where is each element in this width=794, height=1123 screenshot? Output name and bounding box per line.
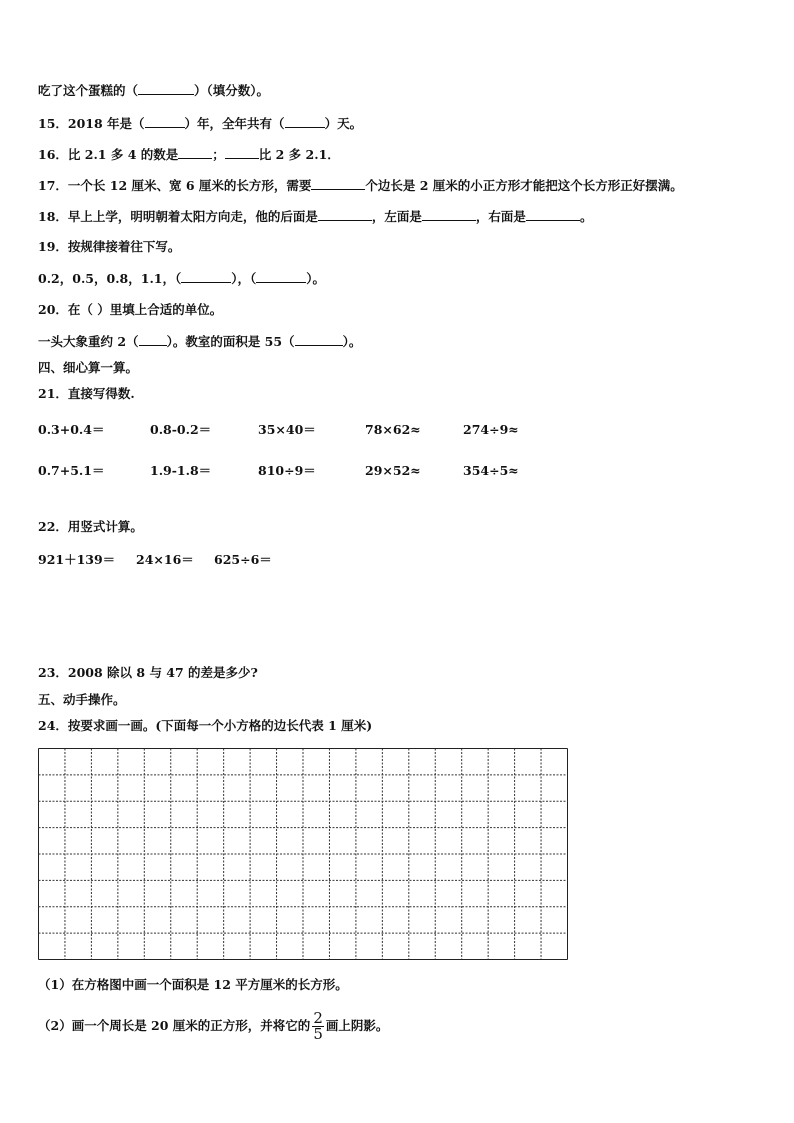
q21-expr: 29×52≈ bbox=[365, 463, 421, 478]
q18-text-b: ，左面是 bbox=[371, 209, 422, 224]
q20-sub-c: ）。 bbox=[342, 334, 362, 349]
q18-blank-right[interactable] bbox=[526, 208, 580, 221]
q19-seq-a: 0.2，0.5，0.8，1.1，（ bbox=[38, 271, 182, 286]
q15-blank-year[interactable] bbox=[145, 115, 185, 128]
q18-text-d: 。 bbox=[579, 209, 593, 224]
q17-blank[interactable] bbox=[311, 177, 365, 190]
q21-expr: 810÷9＝ bbox=[258, 463, 316, 478]
q18-text-a: 18．早上上学，明明朝着太阳方向走，他的后面是 bbox=[38, 209, 318, 224]
section-4-title: 四、细心算一算。 bbox=[38, 360, 139, 375]
q19-blank-1[interactable] bbox=[181, 270, 231, 283]
q14-blank[interactable] bbox=[138, 82, 194, 95]
fraction-denominator: 5 bbox=[313, 1025, 323, 1043]
section-5-title: 五、动手操作。 bbox=[38, 692, 126, 707]
q20-blank-2[interactable] bbox=[295, 333, 343, 346]
q18-line bbox=[38, 208, 592, 225]
q14-line bbox=[38, 82, 269, 99]
q16-blank-1[interactable] bbox=[178, 146, 212, 159]
q21-heading: 21．直接写得数. bbox=[38, 386, 135, 401]
q20-sub-a: 一头大象重约 2（ bbox=[38, 334, 139, 349]
q18-blank-left[interactable] bbox=[422, 208, 476, 221]
q16-line bbox=[38, 146, 340, 163]
q21-expr: 354÷5≈ bbox=[463, 463, 519, 478]
fraction-numerator: 2 bbox=[313, 1009, 323, 1027]
q20-subline bbox=[38, 333, 361, 350]
drawing-grid[interactable] bbox=[38, 748, 568, 960]
q14-text-b: ）（填分数）。 bbox=[194, 83, 270, 98]
q19-blank-2[interactable] bbox=[256, 270, 306, 283]
q18-blank-back[interactable] bbox=[318, 208, 372, 221]
q19-seq-c: ）。 bbox=[306, 271, 326, 286]
q20-heading: 20．在（ ）里填上合适的单位。 bbox=[38, 302, 223, 317]
q22-expr: 921＋139＝ bbox=[38, 552, 116, 567]
q16-text-b: ； bbox=[212, 147, 225, 162]
q21-expr: 274÷9≈ bbox=[463, 422, 519, 437]
q21-expr: 35×40＝ bbox=[258, 422, 316, 437]
q21-expr: 1.9-1.8＝ bbox=[150, 463, 212, 478]
fraction-two-fifths bbox=[312, 1011, 324, 1042]
q17-line bbox=[38, 177, 683, 194]
q20-sub-b: ）。教室的面积是 55（ bbox=[166, 334, 295, 349]
q19-sequence bbox=[38, 270, 325, 287]
q22-expr: 24×16＝ bbox=[136, 552, 194, 567]
q23-heading: 23．2008 除以 8 与 47 的差是多少? bbox=[38, 665, 258, 680]
q24-heading: 24．按要求画一画。(下面每一个小方格的边长代表 1 厘米) bbox=[38, 718, 373, 733]
q18-text-c: ，右面是 bbox=[475, 209, 526, 224]
q19-seq-b: ），（ bbox=[231, 271, 257, 286]
q20-blank-1[interactable] bbox=[139, 333, 167, 346]
q22-heading: 22．用竖式计算。 bbox=[38, 519, 143, 534]
q21-expr: 0.8-0.2＝ bbox=[150, 422, 212, 437]
q19-heading: 19．按规律接着往下写。 bbox=[38, 239, 181, 254]
q15-text-c: ）天。 bbox=[324, 116, 363, 131]
q15-text-a: 15．2018 年是（ bbox=[38, 116, 145, 131]
q16-text-a: 16．比 2.1 多 4 的数是 bbox=[38, 147, 179, 162]
q21-expr: 0.3+0.4＝ bbox=[38, 422, 105, 437]
q14-text-a: 吃了这个蛋糕的（ bbox=[38, 83, 139, 98]
q24-part2 bbox=[38, 1008, 388, 1044]
q21-expr: 0.7+5.1＝ bbox=[38, 463, 105, 478]
q21-expr: 78×62≈ bbox=[365, 422, 421, 437]
q17-text-a: 17．一个长 12 厘米、宽 6 厘米的长方形，需要 bbox=[38, 178, 312, 193]
q16-text-c: 比 2 多 2.1． bbox=[258, 147, 340, 162]
q24-part2-text-b: 画上阴影。 bbox=[325, 1018, 389, 1033]
q15-blank-days[interactable] bbox=[285, 115, 325, 128]
q24-part2-text-a: （2）画一个周长是 20 厘米的正方形，并将它的 bbox=[38, 1018, 311, 1033]
q24-part1: （1）在方格图中画一个面积是 12 平方厘米的长方形。 bbox=[38, 977, 348, 992]
q15-line bbox=[38, 115, 362, 132]
q16-blank-2[interactable] bbox=[225, 146, 259, 159]
q15-text-b: ）年，全年共有（ bbox=[184, 116, 285, 131]
q22-expr: 625÷6＝ bbox=[214, 552, 272, 567]
q17-text-b: 个边长是 2 厘米的小正方形才能把这个长方形正好摆满。 bbox=[365, 178, 683, 193]
